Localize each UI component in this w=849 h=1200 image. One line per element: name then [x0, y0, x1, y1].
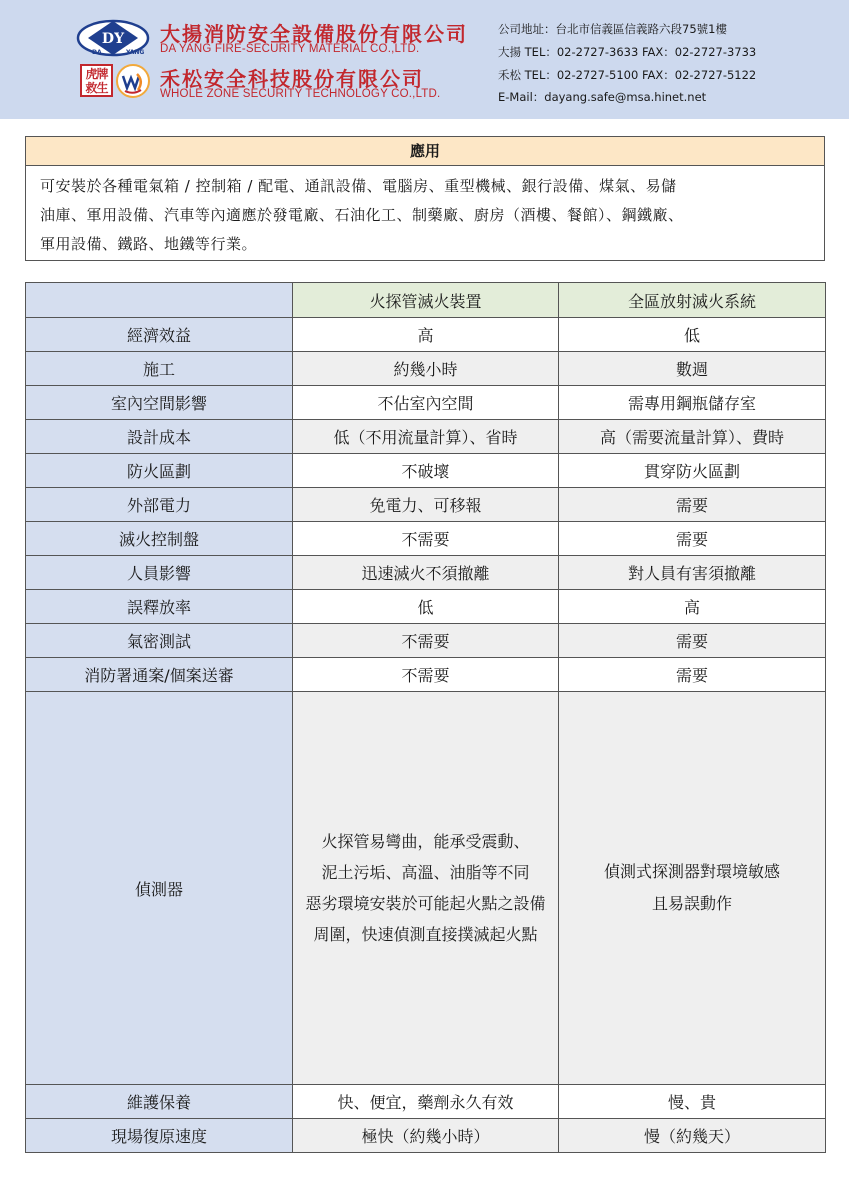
header-tube-system: 火探管滅火裝置 [293, 283, 559, 318]
flooding-value: 貫穿防火區劃 [559, 454, 826, 488]
application-text [26, 166, 824, 259]
detector-label: 偵測器 [26, 692, 293, 1085]
table-row [26, 658, 826, 692]
row-label: 誤釋放率 [26, 590, 293, 624]
flooding-value: 低 [559, 318, 826, 352]
tube-value: 極快（約幾小時） [293, 1119, 559, 1153]
tiger-seal-icon: 虎牌救生 [80, 64, 113, 97]
tube-value: 不需要 [293, 658, 559, 692]
dy-logo-ring-right: YANG [126, 49, 145, 56]
table-row [26, 454, 826, 488]
flooding-value: 高（需要流量計算）、費時 [559, 420, 826, 454]
detector-line: 惡劣環境安裝於可能起火點之設備 [305, 894, 546, 913]
comparison-table [25, 282, 826, 1153]
flooding-value: 需要 [559, 522, 826, 556]
table-row [26, 1119, 826, 1153]
tube-value: 不佔室內空間 [293, 386, 559, 420]
table-row [26, 522, 826, 556]
application-line: 油庫、軍用設備、汽車等內適應於發電廠、石油化工、制藥廠、廚房（酒樓、餐館）、鋼鐵廠、 [40, 206, 684, 224]
company-address: 公司地址：台北市信義區信義路六段75號1樓 [498, 22, 727, 36]
tube-value: 免電力、可移報 [293, 488, 559, 522]
letterhead-header [0, 0, 849, 119]
flooding-value: 需要 [559, 624, 826, 658]
company2-name: 禾松安全科技股份有限公司 [160, 67, 424, 91]
table-row [26, 590, 826, 624]
row-label: 外部電力 [26, 488, 293, 522]
tube-value: 約幾小時 [293, 352, 559, 386]
row-label: 設計成本 [26, 420, 293, 454]
dy-logo-ring-left: DA [92, 49, 102, 56]
flooding-detector-description [559, 692, 826, 1085]
dy-logo-icon [76, 18, 150, 58]
detector-line: 偵測式探測器對環境敏感 [603, 862, 780, 881]
tube-value: 迅速滅火不須撤離 [293, 556, 559, 590]
table-row [26, 318, 826, 352]
table-row [26, 624, 826, 658]
row-label: 施工 [26, 352, 293, 386]
email-address[interactable]: E-Mail：dayang.safe@msa.hinet.net [498, 90, 707, 104]
table-row [26, 556, 826, 590]
application-line: 可安裝於各種電氣箱 / 控制箱 / 配電、通訊設備、電腦房、重型機械、銀行設備、煤氣、易儲 [40, 177, 677, 195]
whole-zone-phone-fax: 禾松 TEL：02-2727-5100 FAX：02-2727-5122 [498, 68, 757, 82]
application-title: 應用 [26, 137, 824, 166]
row-label: 維護保養 [26, 1085, 293, 1119]
whole-zone-logo-icon [116, 64, 150, 98]
flooding-value: 慢（約幾天） [559, 1119, 826, 1153]
detector-line: 且易誤動作 [651, 894, 732, 913]
table-row [26, 488, 826, 522]
table-row [26, 1085, 826, 1119]
detector-line: 火探管易彎曲，能承受震動、 [321, 832, 530, 851]
header-empty-cell [26, 283, 293, 318]
flooding-value: 需要 [559, 658, 826, 692]
row-label: 防火區劃 [26, 454, 293, 488]
detector-line: 泥土污垢、高溫、油脂等不同 [321, 863, 530, 882]
tube-value: 不需要 [293, 624, 559, 658]
row-label: 消防署通案/個案送審 [26, 658, 293, 692]
row-label: 滅火控制盤 [26, 522, 293, 556]
table-header-row [26, 283, 826, 318]
row-label: 人員影響 [26, 556, 293, 590]
table-row [26, 420, 826, 454]
dayang-phone-fax: 大揚 TEL：02-2727-3633 FAX：02-2727-3733 [498, 45, 757, 59]
header-total-flooding-system: 全區放射滅火系統 [559, 283, 826, 318]
flooding-value: 數週 [559, 352, 826, 386]
tube-value: 低（不用流量計算）、省時 [293, 420, 559, 454]
company1-name: 大揚消防安全設備股份有限公司 [160, 22, 468, 46]
tube-value: 快、便宜，藥劑永久有效 [293, 1085, 559, 1119]
row-label: 現場復原速度 [26, 1119, 293, 1153]
table-row [26, 352, 826, 386]
flooding-value: 需專用鋼瓶儲存室 [559, 386, 826, 420]
dy-logo-text: DY [101, 31, 125, 47]
tube-detector-description [293, 692, 559, 1085]
flooding-value: 需要 [559, 488, 826, 522]
tube-value: 低 [293, 590, 559, 624]
detector-line: 周圍，快速偵測直接撲滅起火點 [313, 925, 538, 944]
flooding-value: 對人員有害須撤離 [559, 556, 826, 590]
detector-row [26, 692, 826, 1085]
row-label: 室內空間影響 [26, 386, 293, 420]
tube-value: 不需要 [293, 522, 559, 556]
company2-english-name: WHOLE ZONE SECURITY TECHNOLOGY CO.,LTD. [160, 88, 441, 100]
row-label: 經濟效益 [26, 318, 293, 352]
table-row [26, 386, 826, 420]
flooding-value: 高 [559, 590, 826, 624]
application-line: 軍用設備、鐵路、地鐵等行業。 [40, 235, 258, 253]
row-label: 氣密測試 [26, 624, 293, 658]
flooding-value: 慢、貴 [559, 1085, 826, 1119]
company1-english-name: DA YANG FIRE-SECURITY MATERIAL CO.,LTD. [160, 43, 420, 55]
application-section [25, 136, 825, 261]
tube-value: 不破壞 [293, 454, 559, 488]
tube-value: 高 [293, 318, 559, 352]
